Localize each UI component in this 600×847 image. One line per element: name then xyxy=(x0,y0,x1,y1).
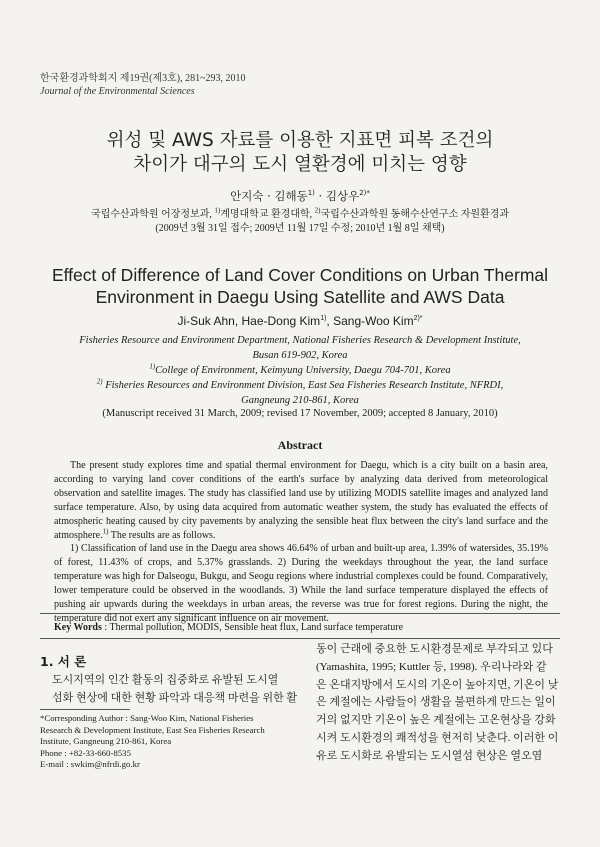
intro-left-line-1: 도시지역의 인간 활동의 집중화로 유발된 도시열 xyxy=(52,674,279,686)
journal-name-en: Journal of the Environmental Sciences xyxy=(40,86,195,97)
keywords-label: Key Words xyxy=(54,622,102,633)
korean-title-line2: 차이가 대구의 도시 열환경에 미치는 영향 xyxy=(133,154,467,175)
korean-affil-1: 국립수산과학원 어장정보과, xyxy=(90,209,215,220)
footnote-line-2: Research & Development Institute, East Sea Fisheries Research xyxy=(40,724,265,735)
english-affil3-line2: Gangneung 210-861, Korea xyxy=(241,395,359,406)
english-affil3-sup: 2) xyxy=(96,377,103,386)
footnote-rule xyxy=(40,709,130,710)
abstract-heading: Abstract xyxy=(277,438,323,452)
abstract-p1-tail: The results are as follows. xyxy=(108,529,216,541)
english-title-line1: Effect of Difference of Land Cover Conditions on Urban Thermal xyxy=(51,265,549,285)
intro-right-line-2: (Yamashita, 1995; Kuttler 등, 1998). 우리나라와 같 xyxy=(316,660,547,673)
journal-header xyxy=(40,72,246,98)
english-affil3-line1 xyxy=(0,378,600,393)
journal-citation-ko: 한국환경과학회지 제19권(제3호), 281~293, 2010 xyxy=(40,73,246,84)
intro-left-line-2: 섬화 현상에 대한 현황 파악과 대응책 마련을 위한 활 xyxy=(52,691,298,704)
keywords-top-rule xyxy=(40,613,560,614)
keywords-bottom-rule xyxy=(40,638,560,639)
intro-left-column xyxy=(52,672,302,708)
english-author-sup-1: 1) xyxy=(320,315,327,322)
intro-right-line-6: 시켜 도시환경의 쾌적성을 현저히 낮춘다. 이러한 이 xyxy=(316,731,559,744)
abstract-p1-text: The present study explores time and spatial thermal environment for Daegu, which is a city built on a basin area, according to varying land cover conditions of the earth's surface by analyzing data derived from meteorological observation and satellite images. The study has classified land use by utilizing MODIS satellite images and analyzed land surface temperature. Also, by using data acquired from automatic weather system, the study has evaluated the effects of atmospheric heating caused by city pavements by analyzing the sensible heat flux between the city's land surface and the atmosphere. xyxy=(54,460,548,541)
english-affil2-sup: 1) xyxy=(149,362,156,371)
intro-right-line-4: 은 계절에는 사람들이 생활을 불편하게 만드는 일이 xyxy=(316,696,556,709)
english-affil1-line2: Busan 619-902, Korea xyxy=(252,350,348,361)
manuscript-dates: (Manuscript received 31 March, 2009; revised 17 November, 2009; accepted 8 January, 2010) xyxy=(102,408,498,419)
abstract-paragraph-1 xyxy=(54,459,548,542)
english-authors xyxy=(0,314,600,328)
korean-author-sup-1: 1) xyxy=(307,189,315,198)
korean-title-line1: 위성 및 AWS 자료를 이용한 지표면 피복 조건의 xyxy=(106,130,494,151)
korean-affiliations xyxy=(0,208,600,236)
korean-affiliation-line xyxy=(0,208,600,222)
english-affil1-line1: Fisheries Resource and Environment Department, National Fisheries Research & Development Institute, xyxy=(79,335,521,346)
footnote-line-4: Phone : +82-33-660-8535 xyxy=(40,747,131,758)
korean-affil-sup-2: 2) xyxy=(314,206,321,215)
english-title-line2: Environment in Daegu Using Satellite and AWS Data xyxy=(95,287,505,307)
abstract-body xyxy=(54,459,548,626)
intro-right-line-3: 은 온대지방에서 도시의 기온이 높아지면, 기온이 낮 xyxy=(316,678,559,691)
section-heading-introduction: 1. 서 론 xyxy=(40,654,87,669)
korean-affil-2: 계명대학교 환경대학, xyxy=(220,209,315,220)
english-author-names-2: , Sang-Woo Kim xyxy=(326,314,414,328)
keywords xyxy=(54,622,403,633)
footnote-line-5: E-mail : swkim@nfrdi.go.kr xyxy=(40,759,140,770)
intro-right-line-7: 유로 도시화로 유발되는 도시열섬 현상은 열오염 xyxy=(316,749,543,762)
keywords-text: : Thermal pollution, MODIS, Sensible heat flux, Land surface temperature xyxy=(101,622,404,633)
korean-affil-sup-1: 1) xyxy=(214,206,221,215)
korean-dates: (2009년 3월 31일 접수; 2009년 11월 17일 수정; 2010년 1월 8일 채택) xyxy=(155,223,445,234)
footnote-line-3: Institute, Gangneung 210-861, Korea xyxy=(40,736,172,747)
korean-author-sup-2: 2)* xyxy=(359,189,370,198)
english-affil2 xyxy=(0,363,600,378)
abstract-paragraph-2: 1) Classification of land use in the Daegu area shows 46.64% of urban and built-up area, 1.39% of watersides, 35.19% of forest, 11.43% of crops, and 5.37% grasslands. 2) During the weekdays throughout the year, the land surface temperature was high for Dalseogu, Bukgu, and Seogu regions where industrial complexes could be found. Comparatively, lower temperature could be observed in the woodlands. 3) While the land surface temperature displayed the effects of pushing air upwards during the weekdays in urban areas, the reverse was true for forest regions. During the night, the temperature did not exert any significant influence on air movement. xyxy=(54,543,548,624)
korean-authors xyxy=(0,188,600,204)
intro-right-line-5: 거의 없지만 기온이 높은 계절에는 고온현상을 강화 xyxy=(316,714,556,727)
corresponding-author-footnote xyxy=(40,713,300,771)
korean-author-names-1: 안지숙 · 김해동 xyxy=(230,189,308,203)
korean-author-names-2: · 김상우 xyxy=(314,189,360,203)
footnote-line-1: *Corresponding Author : Sang-Woo Kim, National Fisheries xyxy=(40,713,254,723)
english-author-sup-2: 2)* xyxy=(413,315,423,322)
english-author-names-1: Ji-Suk Ahn, Hae-Dong Kim xyxy=(177,314,321,328)
english-affil3-text: Fisheries Resources and Environment Division, East Sea Fisheries Research Institute, NFRDI, xyxy=(102,380,504,391)
korean-affil-3: 국립수산과학원 동해수산연구소 자원환경과 xyxy=(320,209,510,220)
english-affiliations xyxy=(0,333,600,408)
intro-right-line-1: 동이 근래에 중요한 도시환경문제로 부각되고 있다 xyxy=(316,643,553,655)
english-affil2-text: College of Environment, Keimyung University, Daegu 704-701, Korea xyxy=(155,365,451,376)
intro-right-column xyxy=(316,641,560,766)
abstract-p1-sup: 1) xyxy=(102,527,109,536)
